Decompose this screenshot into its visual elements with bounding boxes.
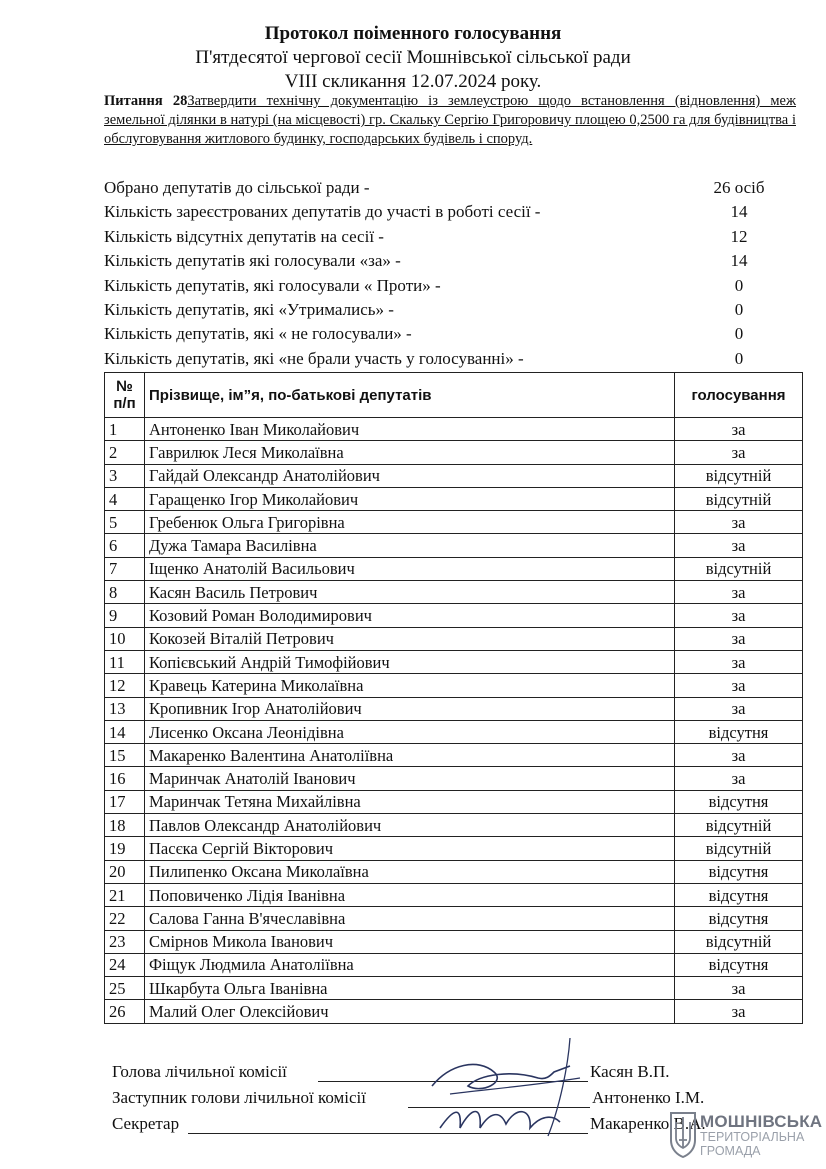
deputy-name: Іщенко Анатолій Васильович xyxy=(145,557,675,580)
table-row xyxy=(105,627,803,650)
vote-result: за xyxy=(675,604,803,627)
table-row xyxy=(105,744,803,767)
deputy-name: Касян Василь Петрович xyxy=(145,581,675,604)
deputy-name: Салова Ганна В'ячеславівна xyxy=(145,907,675,930)
row-number: 3 xyxy=(105,464,145,487)
stat-value: 0 xyxy=(734,324,744,344)
handwritten-signature xyxy=(420,1036,590,1144)
table-row xyxy=(105,534,803,557)
row-number: 7 xyxy=(105,557,145,580)
deputy-name: Кокозей Віталій Петрович xyxy=(145,627,675,650)
deputy-name: Павлов Олександр Анатолійович xyxy=(145,814,675,837)
table-header-row xyxy=(105,373,803,418)
table-row xyxy=(105,464,803,487)
trident-emblem-icon xyxy=(668,1110,698,1158)
deputy-name: Антоненко Іван Миколайович xyxy=(145,418,675,441)
deputy-name: Смірнов Микола Іванович xyxy=(145,930,675,953)
table-row xyxy=(105,604,803,627)
row-number: 18 xyxy=(105,814,145,837)
vote-result: за xyxy=(675,534,803,557)
vote-result: за xyxy=(675,697,803,720)
row-number: 4 xyxy=(105,487,145,510)
row-number: 12 xyxy=(105,674,145,697)
stat-row xyxy=(104,274,804,298)
signature-role: Заступник голови лічильної комісії xyxy=(112,1088,367,1107)
deputy-name: Пилипенко Оксана Миколаївна xyxy=(145,860,675,883)
stat-label: Кількість відсутніх депутатів на сесії - xyxy=(104,226,384,246)
row-number: 10 xyxy=(105,627,145,650)
stat-label: Кількість депутатів, які голосували « Проти» - xyxy=(104,275,441,295)
stat-value: 26 осіб xyxy=(713,178,765,197)
column-header-name: Прізвище, ім”я, по-батькові депутатів xyxy=(145,373,675,418)
deputy-name: Гаращенко Ігор Миколайович xyxy=(145,487,675,510)
vote-result: за xyxy=(675,767,803,790)
deputy-name: Гайдай Олександр Анатолійович xyxy=(145,464,675,487)
vote-result: за xyxy=(675,511,803,534)
deputy-name: Дужа Тамара Василівна xyxy=(145,534,675,557)
vote-result: відсутня xyxy=(675,953,803,976)
vote-result: за xyxy=(675,1000,803,1023)
signature-role: Секретар xyxy=(112,1114,180,1133)
deputy-name: Гаврилюк Леся Миколаївна xyxy=(145,441,675,464)
row-number: 16 xyxy=(105,767,145,790)
vote-result: відсутній xyxy=(675,814,803,837)
row-number: 25 xyxy=(105,977,145,1000)
deputy-name: Макаренко Валентина Анатоліївна xyxy=(145,744,675,767)
vote-result: за xyxy=(675,977,803,1000)
vote-result: за xyxy=(675,674,803,697)
document-title: Протокол поіменного голосування xyxy=(264,23,562,44)
table-row xyxy=(105,860,803,883)
vote-result: відсутня xyxy=(675,907,803,930)
stat-value: 0 xyxy=(734,299,744,319)
row-number: 9 xyxy=(105,604,145,627)
row-number: 1 xyxy=(105,418,145,441)
deputy-name: Пасєка Сергій Вікторович xyxy=(145,837,675,860)
stat-row xyxy=(104,225,804,249)
row-number: 8 xyxy=(105,581,145,604)
deputy-name: Шкарбута Ольга Іванівна xyxy=(145,977,675,1000)
vote-result: за xyxy=(675,627,803,650)
stat-row xyxy=(104,249,804,273)
signature-name: Макаренко В.А. xyxy=(590,1114,706,1133)
deputy-name: Кравець Катерина Миколаївна xyxy=(145,674,675,697)
deputy-name: Гребенюк Ольга Григорівна xyxy=(145,511,675,534)
deputy-name: Малий Олег Олексійович xyxy=(145,1000,675,1023)
deputy-name: Маринчак Тетяна Михайлівна xyxy=(145,790,675,813)
table-row xyxy=(105,790,803,813)
stat-label: Обрано депутатів до сільської ради - xyxy=(104,178,370,197)
row-number: 17 xyxy=(105,790,145,813)
deputy-name: Кропивник Ігор Анатолійович xyxy=(145,697,675,720)
vote-statistics xyxy=(104,176,804,371)
vote-result: відсутня xyxy=(675,790,803,813)
row-number: 24 xyxy=(105,953,145,976)
stat-label: Кількість депутатів, які « не голосували» - xyxy=(104,324,412,344)
row-number: 26 xyxy=(105,1000,145,1023)
question-paragraph xyxy=(104,92,796,149)
deputy-name: Копієвський Андрій Тимофійович xyxy=(145,650,675,673)
row-number: 13 xyxy=(105,697,145,720)
vote-result: відсутній xyxy=(675,930,803,953)
deputy-name: Лисенко Оксана Леонідівна xyxy=(145,720,675,743)
question-label: Питання 28 xyxy=(104,93,188,109)
column-header-number: № п/п xyxy=(105,373,145,418)
stat-row xyxy=(104,176,804,200)
signature-name: Антоненко І.М. xyxy=(592,1088,705,1107)
stat-row xyxy=(104,298,804,322)
stat-value: 0 xyxy=(734,275,744,295)
vote-result: відсутній xyxy=(675,557,803,580)
vote-result: відсутній xyxy=(675,464,803,487)
table-row xyxy=(105,883,803,906)
stat-value: 14 xyxy=(730,251,748,271)
vote-result: відсутня xyxy=(675,860,803,883)
table-row xyxy=(105,487,803,510)
stat-row xyxy=(104,200,804,224)
row-number: 19 xyxy=(105,837,145,860)
signature-name: Касян В.П. xyxy=(590,1062,670,1081)
table-row xyxy=(105,837,803,860)
community-logo xyxy=(700,1114,822,1158)
column-header-vote: голосування xyxy=(675,373,803,418)
table-row xyxy=(105,674,803,697)
table-row xyxy=(105,557,803,580)
vote-result: за xyxy=(675,744,803,767)
table-row xyxy=(105,953,803,976)
session-line: П'ятдесятої чергової сесії Мошнівської сільської ради xyxy=(195,47,631,68)
row-number: 11 xyxy=(105,650,145,673)
table-row xyxy=(105,907,803,930)
table-row xyxy=(105,930,803,953)
table-row xyxy=(105,697,803,720)
row-number: 6 xyxy=(105,534,145,557)
stat-value: 12 xyxy=(730,226,748,246)
table-row xyxy=(105,418,803,441)
table-body xyxy=(105,418,803,1024)
row-number: 15 xyxy=(105,744,145,767)
stat-label: Кількість зареєстрованих депутатів до участі в роботі сесії - xyxy=(104,202,541,222)
convocation-date-line: VIII скликання 12.07.2024 року. xyxy=(284,71,542,92)
vote-result: відсутня xyxy=(675,720,803,743)
roll-call-table xyxy=(104,372,803,1024)
stat-row xyxy=(104,347,804,371)
stat-row xyxy=(104,322,804,346)
table-row xyxy=(105,977,803,1000)
vote-result: за xyxy=(675,441,803,464)
table-row xyxy=(105,581,803,604)
stat-value: 0 xyxy=(734,348,744,368)
vote-result: за xyxy=(675,650,803,673)
deputy-name: Маринчак Анатолій Іванович xyxy=(145,767,675,790)
row-number: 2 xyxy=(105,441,145,464)
table-row xyxy=(105,767,803,790)
table-row xyxy=(105,511,803,534)
row-number: 20 xyxy=(105,860,145,883)
row-number: 22 xyxy=(105,907,145,930)
vote-result: відсутній xyxy=(675,837,803,860)
vote-result: за xyxy=(675,581,803,604)
table-row xyxy=(105,814,803,837)
question-text: Затвердити технічну документацію із землеустрою щодо встановлення (відновлення) меж земельної ділянки в натурі (на місцевості) гр. Скальку Сергію Григоровичу площею 0,2500 га для будівництва і обслуговування житлового будинку, господарських будівель і споруд. xyxy=(104,93,796,147)
table-row xyxy=(105,720,803,743)
row-number: 14 xyxy=(105,720,145,743)
row-number: 5 xyxy=(105,511,145,534)
vote-result: відсутній xyxy=(675,487,803,510)
deputy-name: Поповиченко Лідія Іванівна xyxy=(145,883,675,906)
row-number: 23 xyxy=(105,930,145,953)
stat-label: Кількість депутатів, які «Утримались» - xyxy=(104,299,394,319)
logo-name: МОШНІВСЬКА xyxy=(700,1112,823,1131)
table-row xyxy=(105,1000,803,1023)
deputy-name: Козовий Роман Володимирович xyxy=(145,604,675,627)
table-row xyxy=(105,441,803,464)
vote-result: за xyxy=(675,418,803,441)
table-row xyxy=(105,650,803,673)
row-number: 21 xyxy=(105,883,145,906)
stat-label: Кількість депутатів, які «не брали участь у голосуванні» - xyxy=(104,348,524,368)
signature-role: Голова лічильної комісії xyxy=(112,1062,287,1081)
logo-line3: ГРОМАДА xyxy=(700,1144,761,1158)
stat-label: Кількість депутатів які голосували «за» - xyxy=(104,251,401,271)
logo-line2: ТЕРИТОРІАЛЬНА xyxy=(700,1130,805,1144)
deputy-name: Фіщук Людмила Анатоліївна xyxy=(145,953,675,976)
document-header xyxy=(0,22,826,94)
vote-result: відсутня xyxy=(675,883,803,906)
stat-value: 14 xyxy=(730,202,748,222)
